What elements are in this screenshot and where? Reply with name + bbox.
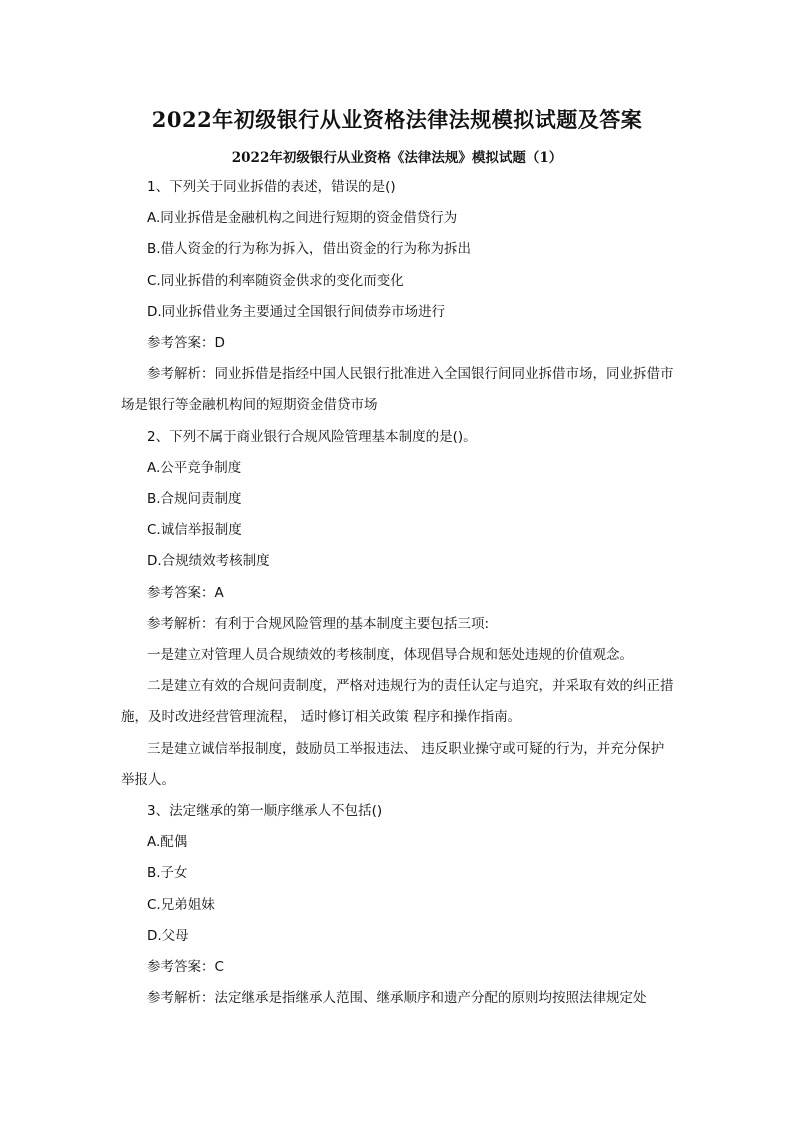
question-2: 2、下列不属于商业银行合规风险管理基本制度的是()。 (147, 428, 477, 445)
question-2-answer: 参考答案：A (147, 584, 224, 601)
question-2-explanation-point-3: 三是建立诚信举报制度，鼓励员工举报违法、 违反职业操守或可疑的行为，并充分保护举报人。 (121, 740, 665, 788)
question-2-option-b: B.合规问责制度 (147, 491, 242, 508)
question-1-option-a: A.同业拆借是金融机构之间进行短期的资金借贷行为 (147, 210, 458, 227)
question-1-option-d: D.同业拆借业务主要通过全国银行间债券市场进行 (147, 303, 446, 320)
question-1: 1、下列关于同业拆借的表述，错误的是() (147, 179, 396, 195)
question-3-answer: 参考答案：C (147, 959, 224, 976)
question-1-option-b: B.借人资金的行为称为拆入，借出资金的行为称为拆出 (147, 241, 472, 258)
question-2-explanation: 参考解析：有利于合规风险管理的基本制度主要包括三项: (147, 615, 490, 632)
document-subtitle: 2022年初级银行从业资格《法律法规》模拟试题（1） (231, 150, 563, 166)
question-1-option-c: C.同业拆借的利率随资金供求的变化而变化 (147, 272, 404, 289)
question-1-explanation: 参考解析：同业拆借是指经中国人民银行批准进入全国银行间同业拆借市场，同业拆借市场是银行等金融机构间的短期资金借贷市场 (121, 366, 674, 414)
question-2-option-a: A.公平竞争制度 (147, 459, 242, 476)
document-title: 2022年初级银行从业资格法律法规模拟试题及答案 (151, 107, 643, 132)
question-3-option-a: A.配偶 (147, 834, 188, 851)
question-3-option-c: C.兄弟姐妹 (147, 896, 215, 913)
question-2-explanation-point-1: 一是建立对管理人员合规绩效的考核制度，体现倡导合规和惩处违规的价值观念。 (147, 647, 633, 664)
question-3-explanation: 参考解析：法定继承是指继承人范围、继承顺序和遗产分配的原则均按照法律规定处 (147, 990, 647, 1007)
question-1-answer: 参考答案：D (147, 335, 225, 352)
question-2-option-c: C.诚信举报制度 (147, 522, 242, 539)
question-3-option-d: D.父母 (147, 927, 189, 944)
question-3: 3、法定继承的第一顺序继承人不包括() (147, 803, 383, 820)
question-2-option-d: D.合规绩效考核制度 (147, 553, 270, 570)
question-3-option-b: B.子女 (147, 865, 188, 882)
document-body (121, 172, 677, 1014)
question-2-explanation-point-2: 二是建立有效的合规问责制度，严格对违规行为的责任认定与追究，并采取有效的纠正措施，及时改进经营管理流程， 适时修订相关政策 程序和操作指南。 (121, 678, 674, 726)
